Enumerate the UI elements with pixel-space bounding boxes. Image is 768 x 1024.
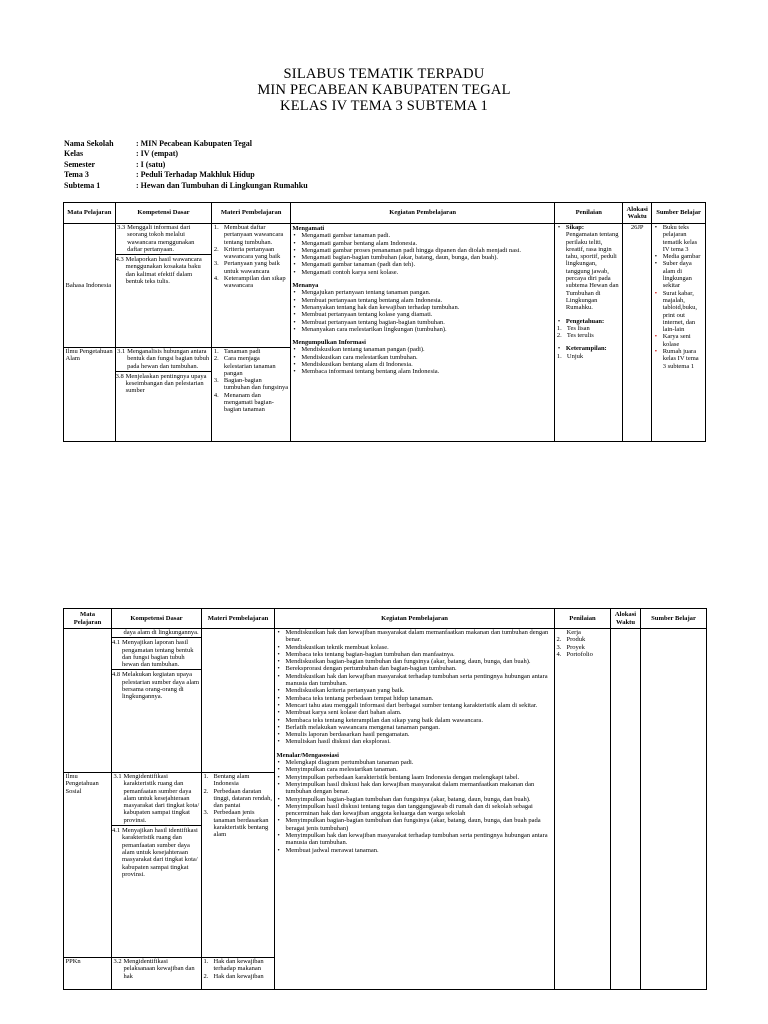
materi-ipa-continued: [202, 629, 275, 773]
penilaian-item-number: 2.: [556, 636, 562, 644]
materi-item-text: Pertanyaan yang baik untuk wawancara: [223, 260, 280, 275]
kegiatan-item: • Menyimpulkan perbedaan karakteristik bentang laam Indonesia dengan melengkapi tabel.: [277, 774, 553, 781]
kegiatan-item: • Membaca teks tentang bagian-bagian tumbuhan dan manfaatnya.: [277, 651, 553, 658]
sumber-item: • Rumah juara kelas IV tema 3 subtema 1: [654, 348, 704, 370]
kd-item-number: 4.8: [112, 671, 121, 679]
materi-item-text: Keterampilan dan sikap wawancara: [223, 275, 286, 290]
kegiatan-item: • Membuat pertanyaan tentang kolase yang diamati.: [292, 311, 553, 318]
penilaian-2: [555, 629, 611, 990]
materi-ips: [202, 773, 275, 958]
kegiatan-pembelajaran-1: [290, 224, 555, 442]
kd-item: [116, 254, 212, 285]
kegiatan-item: • Menyimpulkan hak dan kewajiban masyarakat terhadap tumbuhan serta pentingnya hubungan antara manusia dan tumbuhan.: [277, 832, 553, 847]
penilaian-keterampilan: [557, 345, 621, 352]
kegiatan-item: • Mengamati gambar tanaman padi.: [292, 232, 553, 239]
penilaian-item: [557, 636, 609, 643]
penilaian-item: [557, 629, 609, 636]
kegiatan-item: • Mendiskusikan bagian-bagian tumbuhan dan fungsinya (akar, batang, daun, bunga, dan buah).: [277, 658, 553, 665]
kegiatan-item: • Mendiskusikan bentang alam di Indonesia.: [292, 361, 553, 368]
header-sumber-belajar: Sumber Belajar: [641, 609, 707, 629]
info-value: : IV (empat): [136, 149, 179, 159]
kegiatan-item: • Mengamati contoh karya seni kolase.: [292, 269, 553, 276]
materi-item: [214, 392, 289, 414]
info-row: [64, 160, 308, 170]
penilaian-item-number: 2.: [556, 332, 562, 340]
identity-block: [64, 139, 308, 191]
materi-item-number: 1.: [203, 773, 209, 780]
materi-item-text: Membuat daftar pertanyaan wawancara tentang tumbuhan.: [223, 224, 284, 246]
materi-item-number: 1.: [203, 958, 209, 965]
kegiatan-item: • Menyimpulkan bagian-bagian tumbuhan dan fungsinya (akar, batang, daun, bunga, dan buah pada beragai jenis tumbuhan): [277, 817, 553, 832]
kd-item-text: Menggali informasi dari seorang tokoh melalui wawancara menggunakan daftar pertanyaan.: [127, 224, 195, 253]
kegiatan-item: • Mencari tahu atau menggali informasi dari berbagai sumber tentang karakteristik alam di sekitar.: [277, 702, 553, 709]
table-row: [64, 629, 707, 773]
kegiatan-item: • Menyimpulkan hasil diskusi hak dan kewajiban masyarakat dalam memanfaatkan makanan dan tumbuhan dengan benar.: [277, 781, 553, 796]
kd-item-number: 3.3: [117, 224, 126, 231]
materi-item-number: 3.: [213, 377, 219, 385]
materi-item-number: 2.: [213, 355, 219, 363]
kd-bahasa-indonesia: [115, 224, 212, 348]
kd-item-number: 4.1: [112, 639, 121, 647]
penilaian-keterampilan-heading: Keterampilan:: [565, 345, 607, 353]
penilaian-list: [557, 224, 621, 312]
penilaian-item: [557, 325, 621, 332]
kegiatan-item: • Menuliskan hasil diskusi dan eksplorasi.: [277, 738, 553, 745]
table-header-row: [64, 609, 707, 629]
materi-ppkn: [202, 958, 275, 990]
penilaian-sikap-text: Pengamatan tentang perilaku teliti, kreatif, rasa ingin tahu, sportif, peduli lingkungan, tanggung jawab, percaya diri pada subtema Hewan dan Tumbuhan di Lingkungan Rumahku.: [565, 231, 619, 312]
info-row: [64, 139, 308, 149]
kegiatan-pembelajaran-2: [275, 629, 555, 990]
sumber-item: • Suber daya alam di lingkungan sekitar: [654, 260, 704, 289]
penilaian-sikap-heading: Sikap:: [565, 224, 584, 231]
kegiatan-item-list: [292, 232, 553, 276]
materi-item-text: Tanaman padi: [223, 348, 261, 355]
kd-item-text: Mengidentifikasi karakteristik ruang dan pemanfaatan sumber daya alam untuk kesejahteraan masyarakat dari tingkat kota/ kabupaten sampai tingkat provinsi.: [123, 773, 200, 824]
penilaian-item-number: 4.: [556, 650, 562, 658]
kegiatan-item: • Mengamati bagian-bagian tumbuhan (akar, batang, daun, bunga, dan buah).: [292, 254, 553, 261]
kd-item-text: daya alam di lingkungannya.: [123, 629, 199, 636]
header-kompetensi-dasar: Kompetensi Dasar: [115, 203, 212, 224]
header-alokasi-waktu: Alokasi Waktu: [611, 609, 641, 629]
materi-item: [214, 348, 289, 355]
kegiatan-section-heading: Menanya: [292, 282, 319, 290]
header-penilaian: Penilaian: [555, 609, 611, 629]
penilaian-item-text: Kerja: [566, 629, 581, 636]
materi-item-text: Menanam dan mengamati bagian-bagian tanaman: [223, 391, 274, 414]
info-row: [64, 170, 308, 180]
info-row: [64, 149, 308, 159]
kd-item-text: Menyajikan laporan hasil pengamatan tentang bentuk dan fungsi bagian tubuh hewan dan tumbuhan.: [122, 639, 194, 669]
kegiatan-item: • Mendiskusikan kriteria pertanyaan yang baik.: [277, 687, 553, 694]
kd-item-text: Menganalisis hubungan antara bentuk dan fungsi bagian tubuh pada hewan dan tumbuhan.: [127, 348, 210, 370]
kegiatan-item: • Membuat pertanyaan tentang bentang alam Indonesia.: [292, 297, 553, 304]
kegiatan-item-list: [277, 629, 553, 746]
kegiatan-item: • Menanyakan tentang hak dan kewajiban terhadap tumbuhan.: [292, 304, 553, 311]
info-row: [64, 181, 308, 191]
penilaian-item-text: Tes terulis: [566, 332, 594, 340]
penilaian-item: [557, 651, 609, 658]
kegiatan-item: • Mengamati gambar proses penanaman padi hingga dipanen dan diolah menjadi nasi.: [292, 247, 553, 254]
kd-item-number: [114, 629, 124, 636]
materi-item: [214, 355, 289, 377]
kd-item-text: Menyajikan hasil identifikasi karakteristik ruang dan pemanfaatan sumber daya alam untuk kesejahteraan masyarakat dari tingkat kota/ kabupaten sampai tingkat provinsi.: [122, 827, 198, 878]
kd-item: [112, 825, 201, 878]
materi-item-number: 3.: [213, 260, 219, 268]
kegiatan-item-list: [277, 759, 553, 854]
kegiatan-item: • Menanyakan cara melestarikan lingkungan (tumbuhan).: [292, 326, 553, 333]
kegiatan-item: • Membuat jadwal merawat tanaman.: [277, 847, 553, 854]
materi-item: [204, 788, 273, 810]
kd-item-number: 4.3: [115, 256, 124, 264]
kegiatan-section-heading: Menalar/Mengasosiasi: [276, 751, 339, 759]
header-mata-pelajaran: Mata Pelajaran: [64, 203, 116, 224]
header-kompetensi-dasar: Kompetensi Dasar: [112, 609, 202, 629]
kegiatan-item: • Melengkapi diagram pertumbuhan tanaman padi.: [277, 759, 553, 766]
kd-item-number: 3.2: [113, 958, 122, 965]
table-header-row: [64, 203, 706, 224]
penilaian-item-text: Portofolio: [566, 650, 593, 658]
info-value: : Hewan dan Tumbuhan di Lingkungan Rumahku: [136, 180, 308, 190]
kegiatan-item: • Mengajukan pertanyaan tentang tanaman pangan.: [292, 289, 553, 296]
kegiatan-item: • Membaca teks tentang keterampilan dan sikap yang baik dalam wawancara.: [277, 717, 553, 724]
syllabus-table-1: [63, 202, 706, 442]
kd-item-text: Menjelaskan pentingnya upaya keseimbangan dan pelestarian sumber: [125, 372, 207, 395]
penilaian-pengetahuan-heading: Pengetahuan:: [565, 317, 605, 325]
alokasi-waktu: 26JP: [623, 224, 652, 442]
materi-item-text: Kriteria pertanyaan wawancara yang baik: [223, 245, 281, 261]
subject-ipa: Ilmu Pengetahuan Alam: [64, 348, 116, 442]
table-row: [64, 224, 706, 348]
kegiatan-item: • Membaca informasi tentang bentang alam Indonesia.: [292, 368, 553, 375]
sumber-belajar-continued: [641, 629, 707, 990]
kd-item-text: Melaporkan hasil wawancara menggunakan kosakata baku dan kalimat efektif dalam bentuk teks tulis.: [125, 256, 202, 286]
penilaian-pengetahuan: [557, 318, 621, 325]
materi-item-number: 1.: [213, 224, 219, 231]
kd-item-number: 3.8: [115, 372, 124, 380]
materi-item: [204, 773, 273, 788]
penilaian-item-number: [557, 629, 567, 636]
kd-item-number: 4.1: [112, 827, 121, 835]
header-materi-pembelajaran: Materi Pembelajaran: [212, 203, 291, 224]
materi-item: [204, 973, 273, 980]
kd-ipa: [115, 348, 212, 442]
kd-ips: [112, 773, 202, 958]
kegiatan-section-heading: Mengumpulkan Informasi: [292, 339, 366, 347]
kd-item-text: Melakukan kegiatan upaya pelestarian sumber daya alam bersama orang-orang di lingkungannya.: [122, 671, 200, 701]
kegiatan-item: • Menyimpulkan bagian-bagian tumbuhan dan fungsinya (akar, batang, daun, bunga, dan buah).: [277, 796, 553, 803]
penilaian-list: [557, 345, 621, 352]
penilaian-list: [557, 318, 621, 325]
subject-bahasa-indonesia: Bahasa Indonesia: [64, 224, 116, 348]
kegiatan-item: • Mengamati gambar tanaman (padi dan teh).: [292, 261, 553, 268]
kegiatan-item: • Mendiskusikan teknik membuat kolase.: [277, 644, 553, 651]
kegiatan-item: • Mendiskusikan tentang tanaman pangan (padi).: [292, 346, 553, 353]
kegiatan-item: • Membuat pertanyaan tentang bagian-bagian tumbuhan.: [292, 319, 553, 326]
materi-item-number: 1.: [213, 348, 219, 355]
materi-item-number: 3.: [203, 809, 209, 817]
materi-item-number: 2.: [203, 787, 209, 795]
penilaian-item-text: Produk: [566, 636, 586, 644]
sumber-item: • Media gambar: [654, 253, 704, 260]
info-label: Semester: [64, 159, 96, 169]
alokasi-waktu-continued: [611, 629, 641, 990]
kegiatan-item-list: [292, 346, 553, 375]
info-label: Nama Sekolah: [64, 139, 114, 148]
kd-item-number: 3.1: [113, 773, 122, 780]
materi-item-text: Bagian-bagian tumbuhan dan fungsinya: [223, 377, 289, 392]
penilaian-sikap: [557, 224, 621, 312]
sumber-belajar: [652, 224, 706, 442]
title-line-3: KELAS IV TEMA 3 SUBTEMA 1: [280, 98, 488, 114]
materi-item-text: Hak dan kewajiban terhadap makanan: [213, 958, 264, 973]
materi-item-text: Perbedaan jenis tanaman berdasarkan karakteristik bentang alam: [213, 809, 269, 839]
subject-ppkn: PPKn: [64, 958, 112, 990]
kd-item: [112, 669, 201, 700]
penilaian-item: [557, 644, 609, 651]
sumber-item: • Karya seni kolase: [654, 333, 704, 348]
sumber-item: • Buku teks pelajaran tematik kelas IV tema 3: [654, 224, 704, 253]
penilaian-item-number: 1.: [556, 352, 562, 360]
subject-ipa-continued: [64, 629, 112, 773]
materi-item: [214, 260, 289, 275]
info-label: Tema 3: [64, 170, 89, 180]
kegiatan-item: • Bereksprorasi dengan pertumbuhan dan bagian-bagian tumbuhan.: [277, 665, 553, 672]
penilaian-item-text: Tes lisan: [566, 324, 590, 332]
kd-item-number: 3.1: [117, 348, 126, 355]
kd-item: [114, 629, 200, 636]
title-line-1: SILABUS TEMATIK TERPADU: [283, 66, 485, 82]
kegiatan-item: • Berlatih melakukan wawancara mengenai tanaman pangan.: [277, 724, 553, 731]
materi-item: [204, 958, 273, 973]
page-title: [0, 66, 768, 114]
header-sumber-belajar: Sumber Belajar: [652, 203, 706, 224]
materi-item: [214, 377, 289, 392]
kd-item: [112, 637, 201, 668]
materi-item: [204, 809, 273, 838]
penilaian-item-number: 1.: [556, 324, 562, 332]
kegiatan-item: • Mendiskusikan cara melestarikan tumbuhan.: [292, 354, 553, 361]
info-label: Kelas: [64, 149, 84, 159]
kegiatan-item: • Menyimpulkan cara melestarikan tanaman.: [277, 766, 553, 773]
info-value: : Peduli Terhadap Makhluk Hidup: [136, 170, 255, 180]
materi-item: [214, 224, 289, 246]
kd-ppkn: [112, 958, 202, 990]
penilaian-1: [555, 224, 623, 442]
header-penilaian: Penilaian: [555, 203, 623, 224]
kegiatan-item: • Menulis laporan berdasarkan hasil pengamatan.: [277, 731, 553, 738]
kegiatan-item: • Membuat karya seni kolase dari bahan alam.: [277, 709, 553, 716]
header-kegiatan-pembelajaran: Kegiatan Pembelajaran: [275, 609, 555, 629]
kegiatan-item: • Mengamati gambar bentang alam Indonesia.: [292, 240, 553, 247]
penilaian-item-text: Unjuk: [566, 352, 584, 360]
kegiatan-item: • Mendiskusikan hak dan kewajiban masyarakat dalam memanfaatkan makanan dan tumbuhan dengan benar.: [277, 629, 553, 644]
header-alokasi-waktu: Alokasi Waktu: [623, 203, 652, 224]
materi-item-text: Perbedaan daratan tinggi, dataran rendah, dan pantai: [213, 787, 272, 810]
penilaian-keterampilan-items: [557, 353, 621, 360]
materi-bahasa-indonesia: [212, 224, 291, 348]
sumber-item: • Surat kabar, majalah, tabloid,buku, print out internet, dan lain-lain: [654, 290, 704, 334]
header-kegiatan-pembelajaran: Kegiatan Pembelajaran: [290, 203, 555, 224]
info-label: Subtema 1: [64, 180, 101, 190]
materi-item-number: 2.: [213, 245, 219, 253]
kd-item: [117, 224, 210, 253]
kd-item: [114, 958, 200, 980]
kegiatan-item: • Mendiskusikan hak dan kewajiban masyarakat terhadap tumbuhan serta pentingnya hubungan antara manusia dan tumbuhan.: [277, 673, 553, 688]
materi-item-text: Cara menjaga kelestarian tanaman pangan: [223, 355, 276, 377]
kegiatan-item: • Menyimpulkan hasil diskusi tentang tugas dan tanggungjawab di rumah dan di sekolah sebagai pencerminan hak dan kewajiban anggota keluarga dan warga sekolah: [277, 803, 553, 818]
title-line-2: MIN PECABEAN KABUPATEN TEGAL: [257, 82, 511, 98]
materi-item: [214, 246, 289, 261]
penilaian-item: [557, 332, 621, 339]
kegiatan-item-list: [292, 289, 553, 333]
materi-ipa: [212, 348, 291, 442]
syllabus-table-2: [63, 608, 707, 990]
info-value: : I (satu): [136, 159, 166, 169]
kd-item-text: Mengidentifikasi pelaksanaan kewajiban dan hak: [123, 958, 195, 980]
materi-item-text: Bentang alam Indonesia: [213, 773, 250, 788]
header-mata-pelajaran: Mata Pelajaran: [64, 609, 112, 629]
materi-item: [214, 275, 289, 290]
penilaian-item-number: 3.: [556, 643, 562, 651]
kd-item: [116, 371, 212, 395]
kd-ipa-continued: [112, 629, 202, 773]
info-value: : MIN Pecabean Kabupaten Tegal: [136, 139, 253, 148]
kd-item: [117, 348, 210, 370]
kegiatan-item: • Membaca teks tentang perbedaan tempat hidup tanaman.: [277, 695, 553, 702]
penilaian-pengetahuan-items: [557, 325, 621, 340]
materi-item-number: 4.: [213, 391, 219, 399]
sumber-list: [654, 224, 704, 370]
kd-item: [114, 773, 200, 824]
subject-ips: Ilmu Pengetahuan Sosial: [64, 773, 112, 958]
materi-item-number: 2.: [203, 972, 209, 980]
penilaian-item: [557, 353, 621, 360]
header-materi-pembelajaran: Materi Pembelajaran: [202, 609, 275, 629]
materi-item-number: 4.: [213, 275, 219, 283]
kegiatan-section-heading: Mengamati: [292, 225, 325, 232]
penilaian-item-text: Proyek: [566, 643, 585, 651]
materi-item-text: Hak dan kewajiban: [213, 972, 264, 980]
